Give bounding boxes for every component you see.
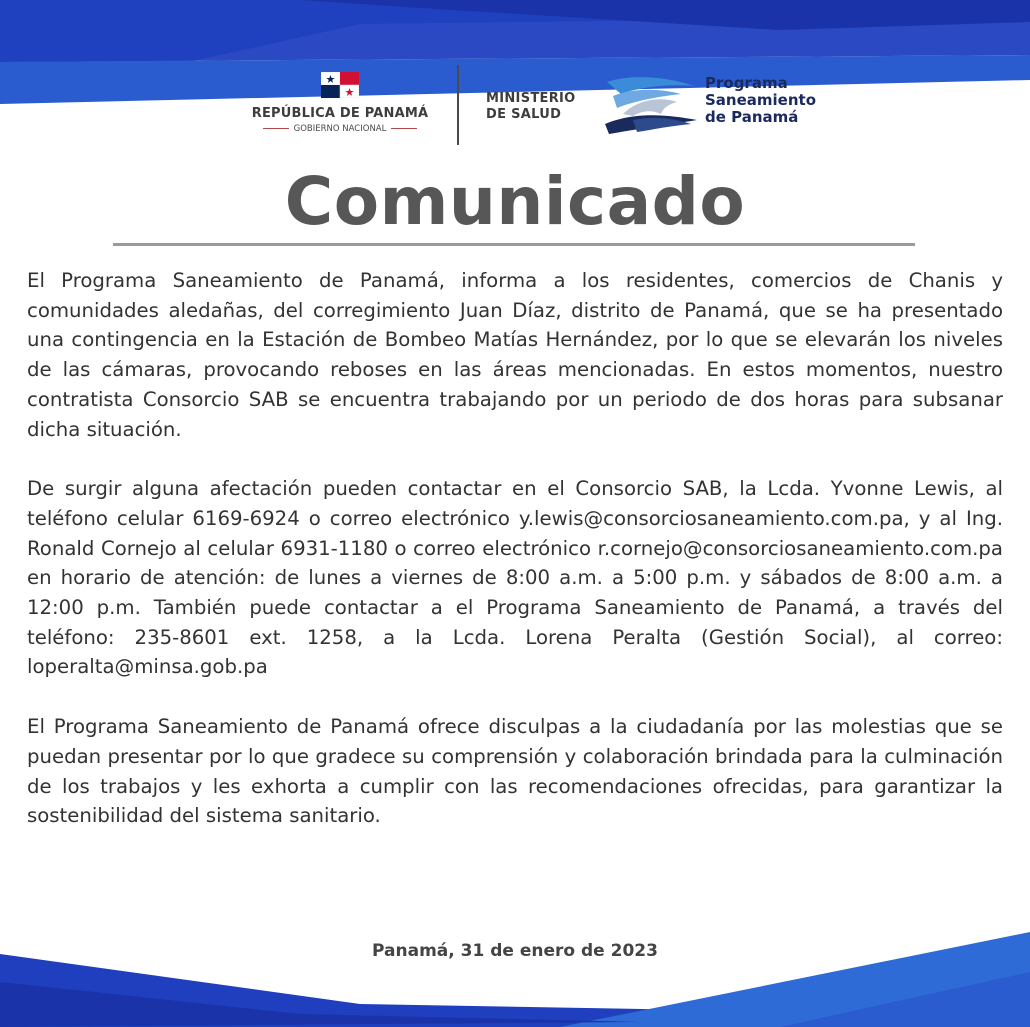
title-underline (113, 243, 915, 246)
programa-logo-text (705, 75, 816, 126)
ministerio-line1: MINISTERIO (486, 91, 576, 106)
panama-flag-icon (321, 72, 359, 98)
republica-logo (245, 72, 435, 134)
header-divider (457, 65, 459, 145)
bottom-wave-decoration (0, 932, 1030, 1027)
gobierno-subtitle-text: GOBIERNO NACIONAL (293, 124, 387, 134)
document-body (27, 266, 1003, 831)
paragraph-2: De surgir alguna afectación pueden contactar en el Consorcio SAB, la Lcda. Yvonne Lewis, al teléfono celular 6169-6924 o correo electrónico y.lewis@consorciosaneamiento.com.pa, y al Ing. Ronald Cornejo al celular 6931-1180 o correo electrónico r.cornejo@consorciosaneamiento.com.pa en horario de atención: de lunes a viernes de 8:00 a.m. a 5:00 p.m. y sábados de 8:00 a.m. a 12:00 p.m. También puede contactar a el Programa Saneamiento de Panamá, a través del teléfono: 235-8601 ext. 1258, a la Lcda. Lorena Peralta (Gestión Social), al correo: loperalta@minsa.gob.pa (27, 477, 1003, 679)
dolphin-icon (603, 74, 699, 136)
ministerio-logo (486, 91, 576, 123)
ministerio-line2: DE SALUD (486, 107, 562, 122)
republica-title: REPÚBLICA DE PANAMÁ (251, 106, 429, 121)
programa-line3: de Panamá (705, 108, 799, 126)
page-title: Comunicado (284, 163, 746, 240)
document-date: Panamá, 31 de enero de 2023 (372, 941, 658, 961)
programa-line1: Programa (705, 74, 788, 92)
paragraph-1: El Programa Saneamiento de Panamá, informa a los residentes, comercios de Chanis y comunidades aledañas, del corregimiento Juan Díaz, distrito de Panamá, que se ha presentado una contingencia en la Estación de Bombeo Matías Hernández, por lo que se elevarán los niveles de las cámaras, provocando reboses en las áreas mencionadas. En estos momentos, nuestro contratista Consorcio SAB se encuentra trabajando por un periodo de dos horas para subsanar dicha situación. (27, 269, 1003, 441)
paragraph-3: El Programa Saneamiento de Panamá ofrece disculpas a la ciudadanía por las molestias que se puedan presentar por lo que gradece su comprensión y colaboración brindada para la culminación de los trabajos y les exhorta a cumplir con las recomendaciones ofrecidas, para garantizar la sostenibilidad del sistema sanitario. (27, 715, 1003, 828)
header-logos (0, 62, 1030, 152)
gobierno-subtitle (245, 124, 435, 134)
programa-line2: Saneamiento (705, 91, 816, 109)
